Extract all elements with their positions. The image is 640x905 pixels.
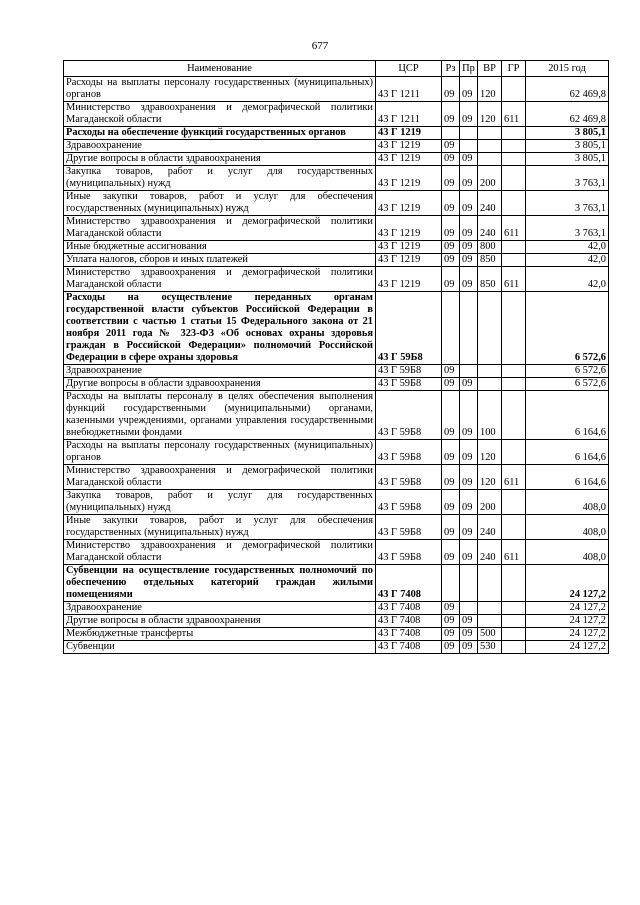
row-gr: 611 bbox=[502, 267, 526, 292]
row-name: Министерство здравоохранения и демографической политики Магаданской области bbox=[64, 216, 376, 241]
table-row bbox=[64, 191, 609, 216]
row-gr bbox=[502, 602, 526, 615]
row-csr: 43 Г 59Б8 bbox=[376, 515, 442, 540]
row-pr: 09 bbox=[460, 254, 478, 267]
row-amount: 24 127,2 bbox=[526, 565, 609, 602]
row-pr: 09 bbox=[460, 216, 478, 241]
row-vr bbox=[478, 127, 502, 140]
table-row bbox=[64, 565, 609, 602]
row-csr: 43 Г 1219 bbox=[376, 127, 442, 140]
row-gr bbox=[502, 254, 526, 267]
row-rz: 09 bbox=[442, 378, 460, 391]
row-name: Здравоохранение bbox=[64, 140, 376, 153]
row-gr bbox=[502, 166, 526, 191]
row-vr: 120 bbox=[478, 102, 502, 127]
row-rz: 09 bbox=[442, 365, 460, 378]
header-year: 2015 год bbox=[526, 61, 609, 77]
row-vr: 800 bbox=[478, 241, 502, 254]
row-vr: 240 bbox=[478, 191, 502, 216]
row-pr: 09 bbox=[460, 515, 478, 540]
table-row bbox=[64, 102, 609, 127]
row-amount: 6 572,6 bbox=[526, 365, 609, 378]
row-pr: 09 bbox=[460, 102, 478, 127]
row-gr: 611 bbox=[502, 465, 526, 490]
row-rz: 09 bbox=[442, 191, 460, 216]
row-rz: 09 bbox=[442, 140, 460, 153]
row-gr: 611 bbox=[502, 540, 526, 565]
row-name: Уплата налогов, сборов и иных платежей bbox=[64, 254, 376, 267]
row-gr bbox=[502, 440, 526, 465]
row-pr: 09 bbox=[460, 77, 478, 102]
row-vr: 240 bbox=[478, 540, 502, 565]
table-row bbox=[64, 378, 609, 391]
row-name: Здравоохранение bbox=[64, 602, 376, 615]
table-row bbox=[64, 365, 609, 378]
row-name: Иные закупки товаров, работ и услуг для обеспечения государственных (муниципальных) нужд bbox=[64, 515, 376, 540]
budget-table bbox=[63, 60, 609, 654]
row-amount: 3 805,1 bbox=[526, 153, 609, 166]
table-row bbox=[64, 153, 609, 166]
row-rz: 09 bbox=[442, 102, 460, 127]
row-rz: 09 bbox=[442, 254, 460, 267]
row-rz bbox=[442, 565, 460, 602]
row-csr: 43 Г 59Б8 bbox=[376, 292, 442, 365]
row-rz: 09 bbox=[442, 490, 460, 515]
row-rz: 09 bbox=[442, 216, 460, 241]
row-name: Другие вопросы в области здравоохранения bbox=[64, 378, 376, 391]
row-pr bbox=[460, 565, 478, 602]
row-amount: 3 763,1 bbox=[526, 166, 609, 191]
table-row bbox=[64, 490, 609, 515]
table-row bbox=[64, 391, 609, 440]
row-pr: 09 bbox=[460, 378, 478, 391]
row-pr: 09 bbox=[460, 267, 478, 292]
row-csr: 43 Г 59Б8 bbox=[376, 490, 442, 515]
row-vr: 200 bbox=[478, 166, 502, 191]
row-amount: 6 572,6 bbox=[526, 292, 609, 365]
row-csr: 43 Г 59Б8 bbox=[376, 465, 442, 490]
header-vr: ВР bbox=[478, 61, 502, 77]
row-pr: 09 bbox=[460, 153, 478, 166]
row-csr: 43 Г 1219 bbox=[376, 267, 442, 292]
row-csr: 43 Г 7408 bbox=[376, 615, 442, 628]
row-amount: 24 127,2 bbox=[526, 615, 609, 628]
row-pr bbox=[460, 292, 478, 365]
table-row bbox=[64, 292, 609, 365]
row-vr bbox=[478, 365, 502, 378]
row-name: Другие вопросы в области здравоохранения bbox=[64, 153, 376, 166]
row-rz bbox=[442, 292, 460, 365]
row-gr bbox=[502, 153, 526, 166]
row-vr: 500 bbox=[478, 628, 502, 641]
row-amount: 6 164,6 bbox=[526, 440, 609, 465]
row-rz: 09 bbox=[442, 515, 460, 540]
row-pr: 09 bbox=[460, 241, 478, 254]
row-rz: 09 bbox=[442, 153, 460, 166]
row-vr: 850 bbox=[478, 254, 502, 267]
row-name: Расходы на выплаты персоналу государственных (муниципальных) органов bbox=[64, 440, 376, 465]
row-pr: 09 bbox=[460, 191, 478, 216]
row-amount: 3 763,1 bbox=[526, 191, 609, 216]
row-pr bbox=[460, 127, 478, 140]
row-csr: 43 Г 1219 bbox=[376, 254, 442, 267]
row-rz: 09 bbox=[442, 602, 460, 615]
row-amount: 42,0 bbox=[526, 241, 609, 254]
row-csr: 43 Г 59Б8 bbox=[376, 378, 442, 391]
row-csr: 43 Г 1211 bbox=[376, 77, 442, 102]
row-gr bbox=[502, 641, 526, 654]
row-pr: 09 bbox=[460, 628, 478, 641]
row-name: Закупка товаров, работ и услуг для государственных (муниципальных) нужд bbox=[64, 490, 376, 515]
row-pr: 09 bbox=[460, 641, 478, 654]
page-number: 677 bbox=[311, 40, 329, 52]
row-name: Другие вопросы в области здравоохранения bbox=[64, 615, 376, 628]
row-rz: 09 bbox=[442, 241, 460, 254]
row-vr: 530 bbox=[478, 641, 502, 654]
row-vr bbox=[478, 292, 502, 365]
table-row bbox=[64, 127, 609, 140]
table-row bbox=[64, 267, 609, 292]
row-vr bbox=[478, 615, 502, 628]
row-rz: 09 bbox=[442, 166, 460, 191]
row-amount: 6 164,6 bbox=[526, 391, 609, 440]
row-amount: 3 763,1 bbox=[526, 216, 609, 241]
row-name: Расходы на осуществление переданных органам государственной власти субъектов Российской Федерации в соответствии с частью 1 статьи 15 Федерального закона от 21 ноября 2011 года № 323-ФЗ «Об основах охраны здоровья граждан в Российской Федерации» полномочий Российской Федерации в сфере охраны здоровья bbox=[64, 292, 376, 365]
row-gr bbox=[502, 127, 526, 140]
table-row bbox=[64, 540, 609, 565]
row-gr bbox=[502, 292, 526, 365]
row-name: Иные бюджетные ассигнования bbox=[64, 241, 376, 254]
row-gr bbox=[502, 490, 526, 515]
row-amount: 6 572,6 bbox=[526, 378, 609, 391]
row-gr bbox=[502, 628, 526, 641]
row-csr: 43 Г 7408 bbox=[376, 641, 442, 654]
row-csr: 43 Г 59Б8 bbox=[376, 440, 442, 465]
row-amount: 42,0 bbox=[526, 267, 609, 292]
row-vr: 100 bbox=[478, 391, 502, 440]
row-vr: 200 bbox=[478, 490, 502, 515]
row-gr bbox=[502, 391, 526, 440]
row-pr: 09 bbox=[460, 440, 478, 465]
table-row bbox=[64, 77, 609, 102]
row-rz: 09 bbox=[442, 628, 460, 641]
header-pr: Пр bbox=[460, 61, 478, 77]
row-vr bbox=[478, 140, 502, 153]
row-csr: 43 Г 59Б8 bbox=[376, 391, 442, 440]
row-gr bbox=[502, 615, 526, 628]
row-rz: 09 bbox=[442, 391, 460, 440]
row-pr: 09 bbox=[460, 465, 478, 490]
row-gr bbox=[502, 565, 526, 602]
row-pr: 09 bbox=[460, 540, 478, 565]
row-gr bbox=[502, 77, 526, 102]
row-csr: 43 Г 1219 bbox=[376, 140, 442, 153]
row-gr bbox=[502, 378, 526, 391]
row-vr bbox=[478, 153, 502, 166]
row-vr bbox=[478, 378, 502, 391]
row-gr bbox=[502, 515, 526, 540]
row-csr: 43 Г 1219 bbox=[376, 216, 442, 241]
row-name: Министерство здравоохранения и демографической политики Магаданской области bbox=[64, 102, 376, 127]
row-amount: 24 127,2 bbox=[526, 602, 609, 615]
row-vr: 850 bbox=[478, 267, 502, 292]
row-csr: 43 Г 1219 bbox=[376, 153, 442, 166]
table-row bbox=[64, 166, 609, 191]
row-rz: 09 bbox=[442, 267, 460, 292]
row-amount: 6 164,6 bbox=[526, 465, 609, 490]
row-csr: 43 Г 7408 bbox=[376, 602, 442, 615]
row-pr: 09 bbox=[460, 391, 478, 440]
row-vr bbox=[478, 602, 502, 615]
row-amount: 24 127,2 bbox=[526, 641, 609, 654]
row-vr: 240 bbox=[478, 216, 502, 241]
row-csr: 43 Г 59Б8 bbox=[376, 365, 442, 378]
row-csr: 43 Г 1211 bbox=[376, 102, 442, 127]
row-pr: 09 bbox=[460, 166, 478, 191]
row-amount: 408,0 bbox=[526, 490, 609, 515]
row-amount: 24 127,2 bbox=[526, 628, 609, 641]
table-row bbox=[64, 628, 609, 641]
row-amount: 3 805,1 bbox=[526, 127, 609, 140]
table-row bbox=[64, 641, 609, 654]
row-amount: 62 469,8 bbox=[526, 77, 609, 102]
table-row bbox=[64, 440, 609, 465]
row-rz bbox=[442, 127, 460, 140]
row-csr: 43 Г 1219 bbox=[376, 241, 442, 254]
row-pr: 09 bbox=[460, 615, 478, 628]
row-rz: 09 bbox=[442, 615, 460, 628]
row-name: Расходы на обеспечение функций государственных органов bbox=[64, 127, 376, 140]
table-row bbox=[64, 254, 609, 267]
row-vr: 120 bbox=[478, 440, 502, 465]
table-body bbox=[64, 77, 609, 654]
row-rz: 09 bbox=[442, 465, 460, 490]
row-name: Межбюджетные трансферты bbox=[64, 628, 376, 641]
row-gr bbox=[502, 241, 526, 254]
row-name: Расходы на выплаты персоналу в целях обеспечения выполнения функций государственными (муниципальными) органами, казенными учреждениями, органами управления государственными внебюджетными фондами bbox=[64, 391, 376, 440]
row-name: Расходы на выплаты персоналу государственных (муниципальных) органов bbox=[64, 77, 376, 102]
row-amount: 3 805,1 bbox=[526, 140, 609, 153]
row-csr: 43 Г 1219 bbox=[376, 191, 442, 216]
row-amount: 408,0 bbox=[526, 515, 609, 540]
row-name: Субвенции на осуществление государственных полномочий по обеспечению отдельных категорий граждан жилыми помещениями bbox=[64, 565, 376, 602]
row-gr bbox=[502, 140, 526, 153]
row-name: Здравоохранение bbox=[64, 365, 376, 378]
table-row bbox=[64, 465, 609, 490]
row-csr: 43 Г 1219 bbox=[376, 166, 442, 191]
table-row bbox=[64, 216, 609, 241]
row-rz: 09 bbox=[442, 77, 460, 102]
row-vr: 120 bbox=[478, 77, 502, 102]
header-name: Наименование bbox=[64, 61, 376, 77]
row-amount: 62 469,8 bbox=[526, 102, 609, 127]
header-gr: ГР bbox=[502, 61, 526, 77]
row-pr: 09 bbox=[460, 490, 478, 515]
table-row bbox=[64, 515, 609, 540]
row-pr bbox=[460, 602, 478, 615]
row-name: Министерство здравоохранения и демографической политики Магаданской области bbox=[64, 465, 376, 490]
row-name: Закупка товаров, работ и услуг для государственных (муниципальных) нужд bbox=[64, 166, 376, 191]
row-name: Субвенции bbox=[64, 641, 376, 654]
table-row bbox=[64, 602, 609, 615]
row-rz: 09 bbox=[442, 540, 460, 565]
row-vr bbox=[478, 565, 502, 602]
row-vr: 120 bbox=[478, 465, 502, 490]
row-rz: 09 bbox=[442, 641, 460, 654]
row-pr bbox=[460, 365, 478, 378]
row-csr: 43 Г 7408 bbox=[376, 628, 442, 641]
table-row bbox=[64, 615, 609, 628]
row-gr: 611 bbox=[502, 216, 526, 241]
row-gr bbox=[502, 191, 526, 216]
row-rz: 09 bbox=[442, 440, 460, 465]
row-name: Министерство здравоохранения и демографической политики Магаданской области bbox=[64, 267, 376, 292]
header-csr: ЦСР bbox=[376, 61, 442, 77]
row-amount: 42,0 bbox=[526, 254, 609, 267]
row-gr: 611 bbox=[502, 102, 526, 127]
row-name: Иные закупки товаров, работ и услуг для обеспечения государственных (муниципальных) нужд bbox=[64, 191, 376, 216]
table-header-row bbox=[64, 61, 609, 77]
row-pr bbox=[460, 140, 478, 153]
table-row bbox=[64, 241, 609, 254]
row-vr: 240 bbox=[478, 515, 502, 540]
row-gr bbox=[502, 365, 526, 378]
row-csr: 43 Г 7408 bbox=[376, 565, 442, 602]
table-row bbox=[64, 140, 609, 153]
row-csr: 43 Г 59Б8 bbox=[376, 540, 442, 565]
row-name: Министерство здравоохранения и демографической политики Магаданской области bbox=[64, 540, 376, 565]
row-amount: 408,0 bbox=[526, 540, 609, 565]
header-rz: Рз bbox=[442, 61, 460, 77]
